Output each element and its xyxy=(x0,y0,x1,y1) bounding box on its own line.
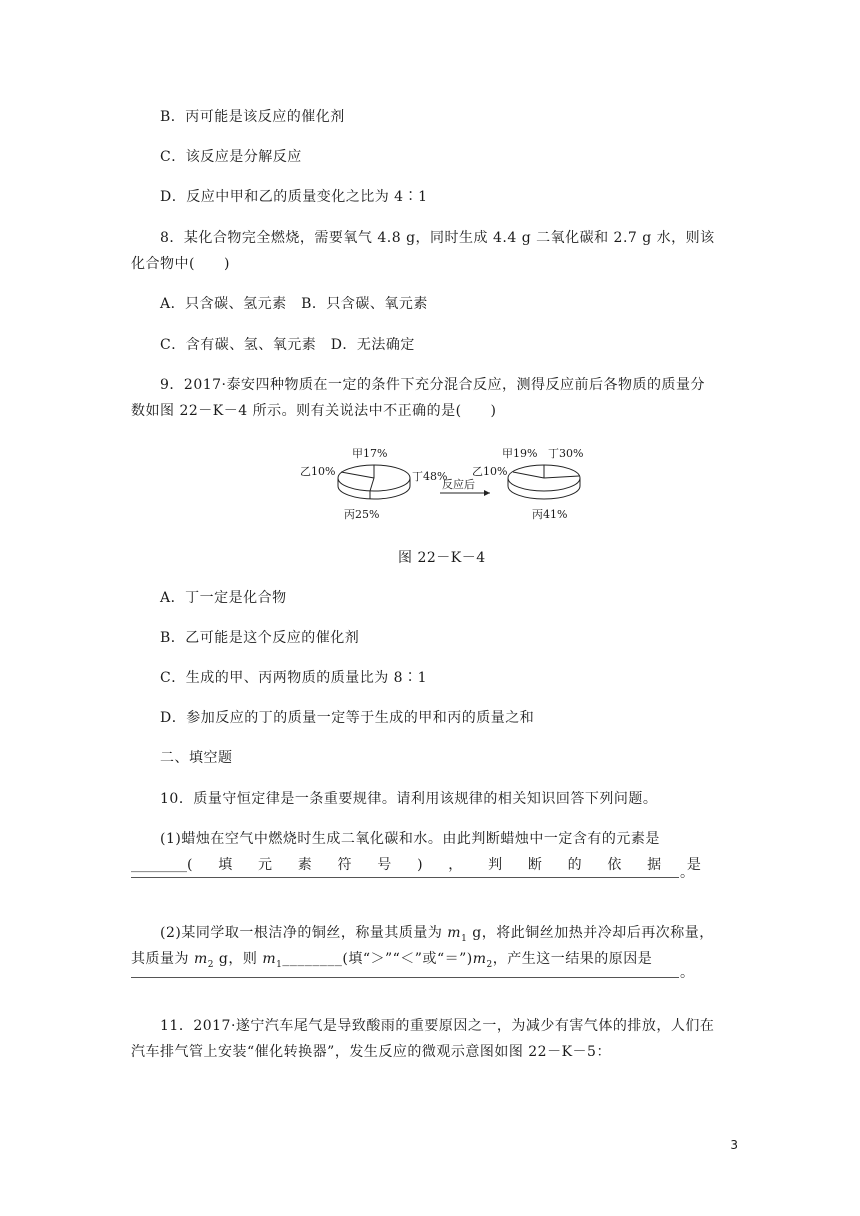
char: 判 xyxy=(488,857,503,873)
var-m: m xyxy=(193,951,208,967)
pie-after xyxy=(472,447,583,521)
var-m: m xyxy=(447,925,462,941)
q9-option-b: B．乙可能是这个反应的催化剂 xyxy=(160,630,360,646)
q9-option-d: D．参加反应的丁的质量一定等于生成的甲和丙的质量之和 xyxy=(160,710,535,726)
label-after-bing: 丙41% xyxy=(532,508,568,521)
q10-part1-line2 xyxy=(131,855,701,875)
label-before-yi: 乙10% xyxy=(300,465,336,478)
q8-options-cd: C．含有碳、氢、氧元素 D．无法确定 xyxy=(160,337,415,353)
char: ， xyxy=(448,857,463,873)
q8-options-ab: A．只含碳、氢元素 B．只含碳、氧元素 xyxy=(160,296,428,312)
pie-before xyxy=(300,447,447,521)
q9-option-a: A．丁一定是化合物 xyxy=(160,590,287,606)
char: 据 xyxy=(647,857,662,873)
sub: 1 xyxy=(276,959,283,970)
q9-stem-line2: 数如图 22－K－4 所示。则有关说法中不正确的是( ) xyxy=(131,403,497,419)
label-before-ding: 丁48% xyxy=(412,470,448,483)
q8-stem-line1: 8．某化合物完全燃烧，需要氧气 4.8 g，同时生成 4.4 g 二氧化碳和 2.7 g 水，则该 xyxy=(160,230,715,246)
char: 素 xyxy=(297,857,312,873)
period: 。 xyxy=(680,865,694,881)
q11-stem-line2: 汽车排气管上安装“催化转换器”，发生反应的微观示意图如图 22－K－5： xyxy=(131,1044,611,1060)
text: g，将此铜丝加热并冷却后再次称量， xyxy=(467,925,714,941)
q11-stem-line1: 11．2017·遂宁汽车尾气是导致酸雨的重要原因之一，为减少有害气体的排放，人们在 xyxy=(160,1018,715,1034)
page-number: 3 xyxy=(730,1138,738,1152)
pie-diagram xyxy=(300,440,600,524)
char: 依 xyxy=(607,857,622,873)
q9-stem-line1: 9．2017·泰安四种物质在一定的条件下充分混合反应，测得反应前后各物质的质量分 xyxy=(160,377,705,393)
sub: 1 xyxy=(461,933,468,944)
q7-option-b: B．丙可能是该反应的催化剂 xyxy=(160,109,345,125)
var-m: m xyxy=(262,951,277,967)
char: 的 xyxy=(567,857,582,873)
char: 号 xyxy=(377,857,392,873)
pie-chart-figure xyxy=(300,440,600,524)
q10-stem: 10．质量守恒定律是一条重要规律。请利用该规律的相关知识回答下列问题。 xyxy=(160,791,658,807)
q8-stem-line2: 化合物中( ) xyxy=(131,256,230,272)
q10-part2-line2 xyxy=(131,949,652,975)
text: (2)某同学取一根洁净的铜丝，称量其质量为 xyxy=(160,925,448,941)
q7-option-c: C．该反应是分解反应 xyxy=(160,149,302,165)
char: ) xyxy=(417,857,423,873)
arrow-label: 反应后 xyxy=(442,478,475,491)
q10-blank-element[interactable]: ________( xyxy=(131,857,193,873)
label-after-jia: 甲19% xyxy=(502,447,538,460)
sub: 2 xyxy=(207,959,214,970)
label-after-yi: 乙10% xyxy=(472,465,508,478)
q10-part1-line1: (1)蜡烛在空气中燃烧时生成二氧化碳和水。由此判断蜡烛中一定含有的元素是 xyxy=(160,831,660,847)
char: 断 xyxy=(527,857,542,873)
q9-option-c: C．生成的甲、丙两物质的质量比为 8∶1 xyxy=(160,670,427,686)
label-before-jia: 甲17% xyxy=(352,447,388,460)
text: (填“＞”“＜”或“＝”) xyxy=(342,951,473,967)
period: 。 xyxy=(680,965,694,981)
var-m: m xyxy=(472,951,487,967)
figure-caption: 图 22－K－4 xyxy=(398,550,486,566)
reaction-arrow xyxy=(440,477,490,496)
char: 符 xyxy=(337,857,352,873)
char: 填 xyxy=(218,857,233,873)
section-heading-fill-in: 二、填空题 xyxy=(160,750,233,766)
q10-part2-line1 xyxy=(160,923,714,949)
text: g，则 xyxy=(213,951,263,967)
q10-reason-blank[interactable] xyxy=(131,977,679,978)
q7-option-d: D．反应中甲和乙的质量变化之比为 4∶1 xyxy=(160,189,428,205)
text: ，产生这一结果的原因是 xyxy=(492,951,653,967)
label-after-ding: 丁30% xyxy=(548,447,584,460)
q10-basis-blank[interactable] xyxy=(131,877,679,878)
char: 是 xyxy=(686,857,701,873)
compare-blank[interactable]: ________ xyxy=(282,951,343,967)
label-before-bing: 丙25% xyxy=(344,508,380,521)
char: 元 xyxy=(258,857,272,873)
text: 其质量为 xyxy=(131,951,194,967)
sub: 2 xyxy=(486,959,493,970)
